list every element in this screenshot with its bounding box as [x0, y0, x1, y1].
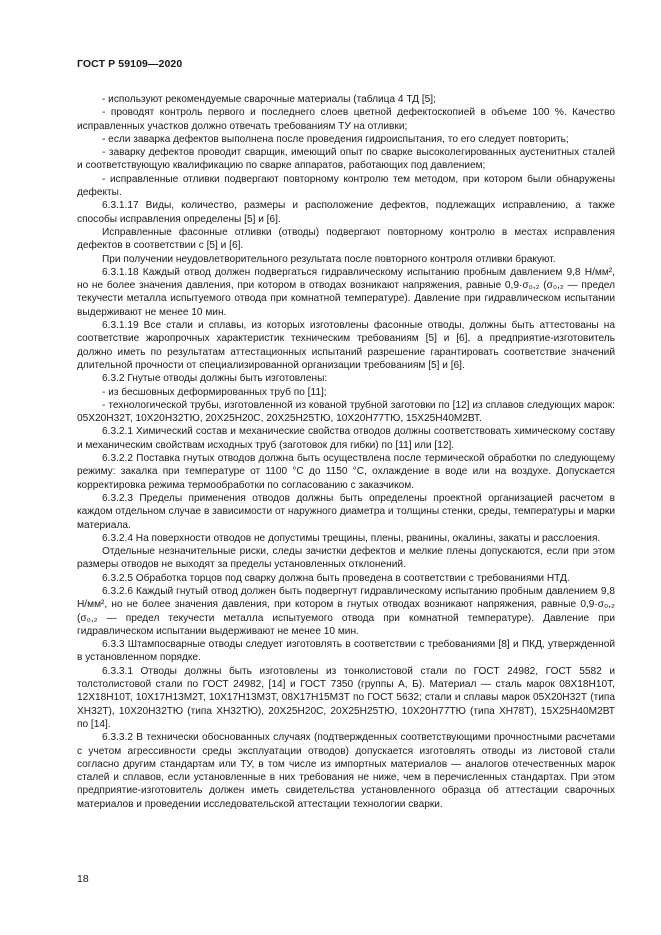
paragraph: 6.3.2 Гнутые отводы должны быть изготовлены:: [102, 373, 328, 385]
paragraph: 6.3.2.4 На поверхности отводов не допустимы трещины, плены, рванины, окалины, закаты и расслоения.: [102, 532, 601, 544]
paragraph: 6.3.1.17 Виды, количество, размеры и расположение дефектов, подлежащих исправлению, а также способы исправления определены [5] и [6].: [77, 200, 615, 225]
paragraph: - если заварка дефектов выполнена после проведения гидроиспытания, то его следует повторить;: [102, 133, 569, 145]
paragraph: - технологической трубы, изготовленной из кованой трубной заготовки по [12] из сплавов следующих марок: 05Х20Н32Т, 10Х20Н32ТЮ, 20Х25Н20С, 20Х25Н25ТЮ, 10Х20Н77ТЮ, 15Х25Н40М2ВТ.: [77, 399, 615, 425]
page-number: 18: [77, 873, 89, 885]
paragraph: - используют рекомендуемые сварочные материалы (таблица 4 ТД [5];: [102, 94, 436, 105]
paragraph: - из бесшовных деформированных труб по [11];: [102, 386, 327, 398]
paragraph: 6.3.2.1 Химический состав и механические свойства отводов должны соответствовать химическому составу и механическим свойствам исходных труб (заготовок для гибки) по [11] или [12].: [77, 426, 615, 451]
paragraph: 6.3.2.2 Поставка гнутых отводов должна быть осуществлена после термической обработки по следующему режиму: закалка при температуре от 1100 °С до 1150 °С, охлаждение в воде или на воздухе. Допускается корректировка режима термообработки по согласованию с заказчиком.: [77, 453, 615, 491]
paragraph: 6.3.2.6 Каждый гнутый отвод должен быть подвергнут гидравлическому испытанию пробным давлением 9,8 Н/мм², но не более значения давления, при котором в гнутых отводах возникают напряжения, равные 0,9·σ₀,₂ (σ₀,₂ — предел текучести металла испытуемого отвода при комнатной температуре). Давление при гидравлическом испытании выдерживают не менее 10 мин.: [77, 585, 615, 637]
paragraph: 6.3.2.3 Пределы применения отводов должны быть определены проектной организацией расчетом в каждом отдельном случае в зависимости от наружного диаметра и толщины стенки, среды, температуры и марки материала.: [77, 492, 615, 531]
paragraph: - исправленные отливки подвергают повторному контролю тем методом, при котором были обнаружены дефекты.: [77, 173, 615, 199]
paragraph: 6.3.3.1 Отводы должны быть изготовлены из тонколистовой стали по ГОСТ 24982, ГОСТ 5582 и толстолистовой стали по ГОСТ 24982, [14] и ГОСТ 7350 (группы А, Б). Материал — сталь марок 08Х18Н10Т, 12Х18Н10Т, 10Х17Н13М2Т, 10Х17Н13М3Т, 08Х17Н15М3Т по ГОСТ 5632; стали и сплавы марок 05Х20Н32Т (типа ХН32Т), 10Х20Н32ТЮ (типа ХН32ТЮ), 20Х25Н20С, 20Х25Н25ТЮ, 10Х20Н77ТЮ (типа ХН78Т), 15Х25Н40М2ВТ по [14].: [77, 665, 615, 730]
paragraph: 6.3.1.19 Все стали и сплавы, из которых изготовлены фасонные отводы, должны быть аттестованы на соответствие жаропрочных характеристик техническим требованиям [5] и [6], а предприятие-изготовитель должно иметь по результатам аттестационных испытаний разрешение гарантировать соответствие значений длительной прочности от специализированной организации требованиям [5] и [6].: [77, 320, 615, 371]
paragraph: Исправленные фасонные отливки (отводы) подвергают повторному контролю в местах исправления дефектов в соответствии с [5] и [6].: [77, 226, 615, 252]
paragraph: 6.3.1.18 Каждый отвод должен подвергаться гидравлическому испытанию пробным давлением 9,8 Н/мм², но не более значения давления, при котором в отводах возникают напряжения, равные 0,9·σ₀,₂ (σ₀,₂ — предел текучести металла испытуемого отвода при комнатной температуре). Давление при гидравлическом испытании выдерживают не менее 10 мин.: [77, 266, 615, 318]
paragraph: При получении неудовлетворительного результата после повторного контроля отливки бракуют.: [102, 253, 556, 265]
paragraph: Отдельные незначительные риски, следы зачистки дефектов и мелкие плены допускаются, если при этом размеры отводов не выходят за пределы установленных отклонений.: [77, 546, 615, 571]
paragraph: 6.3.2.5 Обработка торцов под сварку должна быть проведена в соответствии с требованиями НТД.: [102, 572, 570, 584]
document-body: [77, 93, 615, 811]
standard-title: ГОСТ Р 59109—2020: [77, 58, 183, 70]
paragraph: - проводят контроль первого и последнего слоев цветной дефектоскопией в объеме 100 %. Качество исправленных участков должно отвечать требованиям ТУ на отливки;: [77, 107, 615, 132]
paragraph: - заварку дефектов проводит сварщик, имеющий опыт по сварке высоколегированных аустенитных сталей и соответствующую квалификацию по сварке аппаратов, работающих под давлением;: [77, 147, 615, 172]
paragraph: 6.3.3 Штампосварные отводы следует изготовлять в соответствии с требованиями [8] и ПКД, утвержденной в установленном порядке.: [77, 639, 615, 664]
paragraph: 6.3.3.2 В технически обоснованных случаях (подтвержденных соответствующими прочностными расчетами с учетом агрессивности среды эксплуатации отводов) допускается изготовлять отводы из листовой стали согласно другим стандартам или ТУ, в том числе из импортных материалов — аналогов отечественных марок сталей и сплавов, если установленные в них требования не ниже, чем в перечисленных стандартах. При этом предприятие-изготовитель должен иметь свидетельства установленного образца об аттестации сварочных материалов и проведении исследовательской аттестации технологии сварки.: [77, 732, 615, 810]
